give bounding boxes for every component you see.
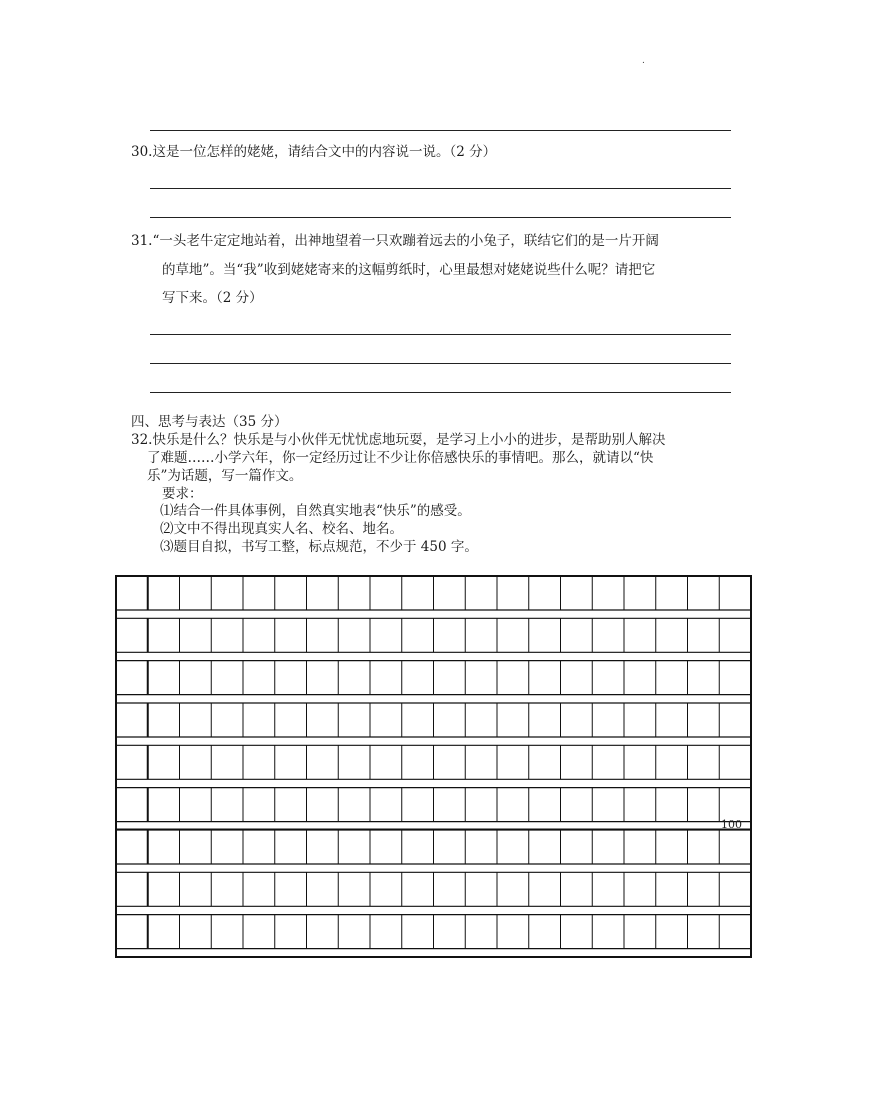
grid-row[interactable]	[116, 661, 751, 695]
grid-row[interactable]	[116, 745, 751, 779]
grid-row[interactable]	[116, 872, 751, 906]
grid-row[interactable]	[116, 618, 751, 652]
writing-grid[interactable]	[115, 575, 752, 958]
question-31-line3: 写下来。（2 分）	[162, 290, 263, 306]
requirements-label: 要求：	[162, 486, 203, 502]
grid-row[interactable]	[116, 703, 751, 737]
writing-grid-lines	[115, 575, 752, 958]
grid-row[interactable]	[116, 830, 751, 864]
answer-line-q30-1	[150, 188, 731, 189]
question-31-line1: 31.“一头老牛定定地站着，出神地望着一只欢蹦着远去的小兔子，联结它们的是一片开阔	[131, 233, 659, 249]
grid-row[interactable]	[116, 915, 751, 949]
question-31-line2: 的草地”。当“我”收到姥姥寄来的这幅剪纸时，心里最想对姥姥说些什么呢？请把它	[162, 262, 656, 278]
question-30: 30.这是一位怎样的姥姥，请结合文中的内容说一说。（2 分）	[131, 144, 497, 160]
grid-row[interactable]	[116, 788, 751, 822]
requirement-3: ⑶题目自拟，书写工整，标点规范，不少于 450 字。	[160, 539, 478, 555]
answer-line-q31-1	[150, 334, 731, 335]
answer-line-q29	[150, 130, 731, 131]
requirement-2: ⑵文中不得出现真实人名、校名、地名。	[160, 521, 403, 537]
grid-row[interactable]	[116, 576, 751, 610]
question-32-line3: 乐”为话题，写一篇作文。	[147, 468, 303, 484]
section-4-title: 四、思考与表达（35 分）	[131, 414, 288, 430]
requirement-1: ⑴结合一件具体事例，自然真实地表“快乐”的感受。	[160, 503, 471, 519]
question-32-line1: 32.快乐是什么？快乐是与小伙伴无忧忧虑地玩耍，是学习上小小的进步，是帮助别人解决	[131, 432, 666, 448]
answer-line-q31-2	[150, 363, 731, 364]
answer-line-q30-2	[150, 217, 731, 218]
character-count-marker: 100	[721, 818, 742, 831]
answer-line-q31-3	[150, 392, 731, 393]
page-marker: .	[642, 56, 645, 66]
question-32-line2: 了难题……小学六年，你一定经历过让不少让你倍感快乐的事情吧。那么，就请以“快	[147, 450, 654, 466]
